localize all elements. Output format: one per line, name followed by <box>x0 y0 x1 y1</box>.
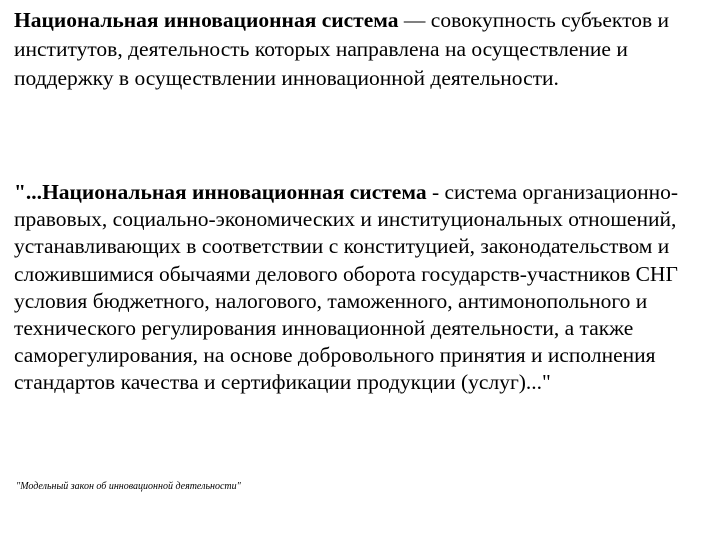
definition-text-2: - система организационно-правовых, социально-экономических и институциональных отношений, устанавливающих в соответствии с конституцией, законодательством и сложившимися обычаями делового оборота государств-участников СНГ условия бюджетного, налогового, таможенного, антимонопольного и технического регулирования инновационной деятельности, а также саморегулирования, на основе добровольного принятия и исполнения стандартов качества и сертификации продукции (услуг)..." <box>14 180 679 395</box>
definition-text-1: — совокупность субъектов и институтов, деятельность которых направлена на осуществление и поддержку в осуществлении инновационной деятельности. <box>14 8 669 90</box>
definition-paragraph-1 <box>14 6 714 93</box>
term-heading-2: Национальная инновационная система <box>42 180 427 204</box>
source-citation: "Модельный закон об инновационной деятельности" <box>16 481 241 492</box>
definition-paragraph-2 <box>14 179 716 397</box>
open-quote: "... <box>14 180 43 204</box>
term-heading-1: Национальная инновационная система <box>14 8 399 32</box>
